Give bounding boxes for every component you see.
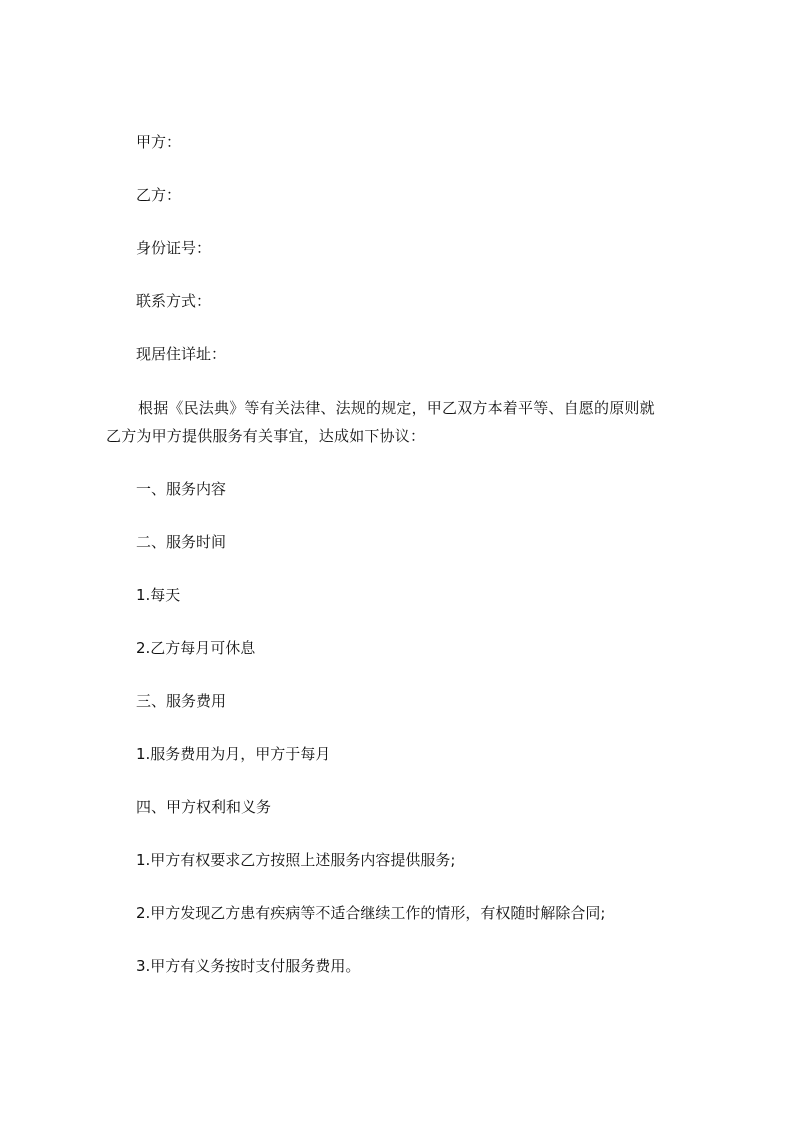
address-label: 现居住详址： [136,345,227,363]
section-heading-service-time: 二、服务时间 [136,533,227,551]
section-heading-service-content: 一、服务内容 [136,480,227,498]
party-a-label: 甲方： [136,133,182,151]
clause-item: 2.乙方每月可休息 [136,639,256,657]
section-heading-party-a-rights: 四、甲方权利和义务 [136,798,272,816]
clause-item: 1.每天 [136,586,181,604]
party-b-label: 乙方： [136,186,182,204]
clause-item: 3.甲方有义务按时支付服务费用。 [136,957,361,975]
id-number-label: 身份证号： [136,239,212,257]
clause-item: 1.甲方有权要求乙方按照上述服务内容提供服务; [136,851,456,869]
preamble-paragraph: 根据《民法典》等有关法律、法规的规定，甲乙双方本着平等、自愿的原则就乙方为甲方提供服务有关事宜，达成如下协议： [106,399,655,445]
clause-item: 1.服务费用为月，甲方于每月 [136,745,331,763]
section-heading-service-fee: 三、服务费用 [136,692,227,710]
clause-item: 2.甲方发现乙方患有疾病等不适合继续工作的情形，有权随时解除合同; [136,904,606,922]
contact-label: 联系方式： [136,292,212,310]
